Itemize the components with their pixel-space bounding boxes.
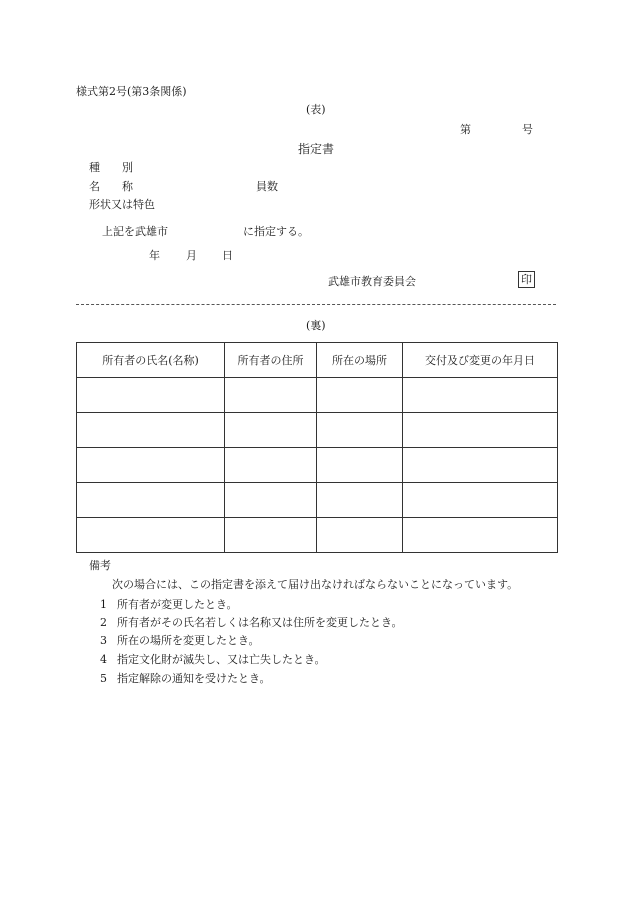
table-cell	[77, 483, 225, 518]
remarks-heading: 備考	[89, 559, 111, 572]
table-cell	[225, 378, 317, 413]
table-cell	[403, 448, 558, 483]
header-owner-name: 所有者の氏名(名称)	[77, 343, 225, 378]
table-cell	[403, 378, 558, 413]
remark-item-4	[100, 654, 326, 665]
form-number: 様式第2号(第3条関係)	[76, 85, 187, 98]
designation-suffix: に指定する。	[243, 225, 309, 238]
remark-item-5	[100, 673, 271, 684]
table-cell	[317, 483, 403, 518]
number-suffix: 号	[522, 123, 533, 136]
table-cell	[317, 518, 403, 553]
document-title: 指定書	[298, 142, 335, 156]
remark-text: 所有者が変更したとき。	[117, 598, 238, 611]
table-cell	[225, 413, 317, 448]
table-cell	[225, 448, 317, 483]
table-cell	[403, 483, 558, 518]
header-location: 所在の場所	[317, 343, 403, 378]
table-cell	[317, 378, 403, 413]
table-cell	[77, 518, 225, 553]
remark-number: 4	[100, 653, 107, 666]
table-cell	[77, 413, 225, 448]
remark-number: 3	[100, 634, 107, 647]
remark-text: 指定解除の通知を受けたとき。	[117, 672, 271, 685]
table-header-row	[77, 343, 558, 378]
remark-text: 所在の場所を変更したとき。	[117, 634, 260, 647]
table-row	[77, 483, 558, 518]
remark-item-1	[100, 599, 238, 610]
table-row	[77, 518, 558, 553]
issuer: 武雄市教育委員会	[328, 275, 416, 288]
date-month: 月	[186, 249, 197, 262]
remark-number: 1	[100, 598, 107, 611]
cut-line	[76, 304, 556, 305]
remark-text: 所有者がその氏名若しくは名称又は住所を変更したとき。	[117, 616, 403, 629]
remark-item-3	[100, 635, 260, 646]
table-cell	[77, 448, 225, 483]
table-cell	[403, 518, 558, 553]
name-label: 名 称	[89, 180, 133, 193]
back-label: (裏)	[306, 319, 326, 332]
header-issue-date: 交付及び変更の年月日	[403, 343, 558, 378]
table-row	[77, 413, 558, 448]
remark-text: 指定文化財が滅失し、又は亡失したとき。	[117, 653, 326, 666]
table-cell	[77, 378, 225, 413]
table-cell	[317, 448, 403, 483]
date-year: 年	[149, 249, 160, 262]
date-day: 日	[222, 249, 233, 262]
remarks-intro: 次の場合には、この指定書を添えて届け出なければならないことになっています。	[112, 578, 519, 591]
type-label: 種 別	[89, 161, 133, 174]
remark-number: 5	[100, 672, 107, 685]
seal-mark	[518, 274, 535, 285]
table-row	[77, 378, 558, 413]
count-label: 員数	[256, 180, 278, 193]
designation-prefix: 上記を武雄市	[102, 225, 168, 238]
table-cell	[225, 483, 317, 518]
table-cell	[403, 413, 558, 448]
table-row	[77, 448, 558, 483]
number-prefix: 第	[460, 123, 471, 136]
seal-text: 印	[518, 271, 535, 288]
table-cell	[317, 413, 403, 448]
remark-number: 2	[100, 616, 107, 629]
owner-register-table	[76, 342, 558, 553]
front-label: (表)	[306, 103, 326, 116]
remark-item-2	[100, 617, 403, 628]
header-owner-address: 所有者の住所	[225, 343, 317, 378]
shape-label: 形状又は特色	[89, 198, 155, 211]
table-cell	[225, 518, 317, 553]
